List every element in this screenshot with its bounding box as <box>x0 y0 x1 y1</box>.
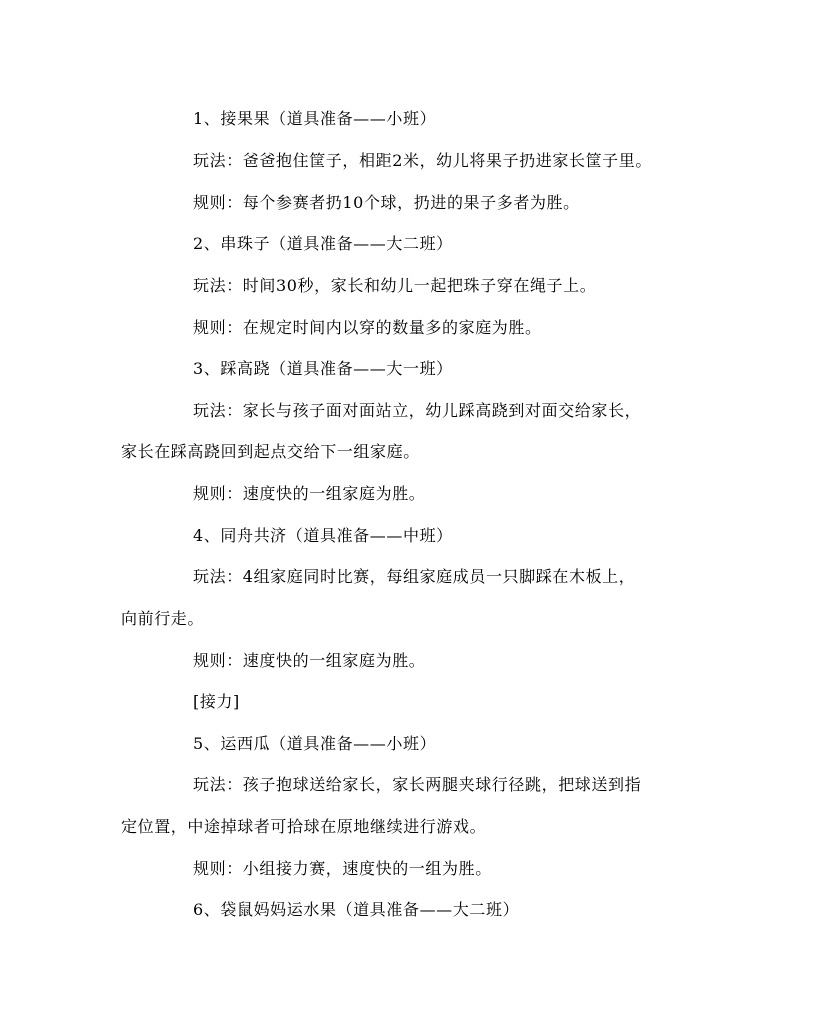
game-4-heading: 4、同舟共济（道具准备——中班） <box>193 526 453 545</box>
section-relay-heading: [接力] <box>193 692 240 711</box>
game-4-play: 玩法：4组家庭同时比赛，每组家庭成员一只脚踩在木板上， <box>193 567 636 586</box>
game-4-play-cont: 向前行走。 <box>121 609 205 628</box>
game-3-heading: 3、踩高跷（道具准备——大一班） <box>193 359 453 378</box>
game-2-heading: 2、串珠子（道具准备——大二班） <box>193 234 453 253</box>
game-5-play: 玩法：孩子抱球送给家长，家长两腿夹球行径跳，把球送到指 <box>193 775 642 794</box>
game-5-heading: 5、运西瓜（道具准备——小班） <box>193 734 437 753</box>
game-1-rule: 规则：每个参赛者扔10个球，扔进的果子多者为胜。 <box>193 193 580 212</box>
game-4-rule: 规则：速度快的一组家庭为胜。 <box>193 651 426 670</box>
game-3-play: 玩法：家长与孩子面对面站立，幼儿踩高跷到对面交给家长， <box>193 401 642 420</box>
game-2-rule: 规则：在规定时间内以穿的数量多的家庭为胜。 <box>193 318 542 337</box>
game-3-rule: 规则：速度快的一组家庭为胜。 <box>193 484 426 503</box>
game-1-play: 玩法：爸爸抱住筐子，相距2米，幼儿将果子扔进家长筐子里。 <box>193 151 652 170</box>
game-5-play-cont: 定位置，中途掉球者可拾球在原地继续进行游戏。 <box>121 817 487 836</box>
game-1-heading: 1、接果果（道具准备——小班） <box>193 109 437 128</box>
game-3-play-cont: 家长在踩高跷回到起点交给下一组家庭。 <box>121 442 420 461</box>
game-6-heading: 6、袋鼠妈妈运水果（道具准备——大二班） <box>193 900 520 919</box>
game-5-rule: 规则：小组接力赛，速度快的一组为胜。 <box>193 859 492 878</box>
game-2-play: 玩法：时间30秒，家长和幼儿一起把珠子穿在绳子上。 <box>193 276 597 295</box>
